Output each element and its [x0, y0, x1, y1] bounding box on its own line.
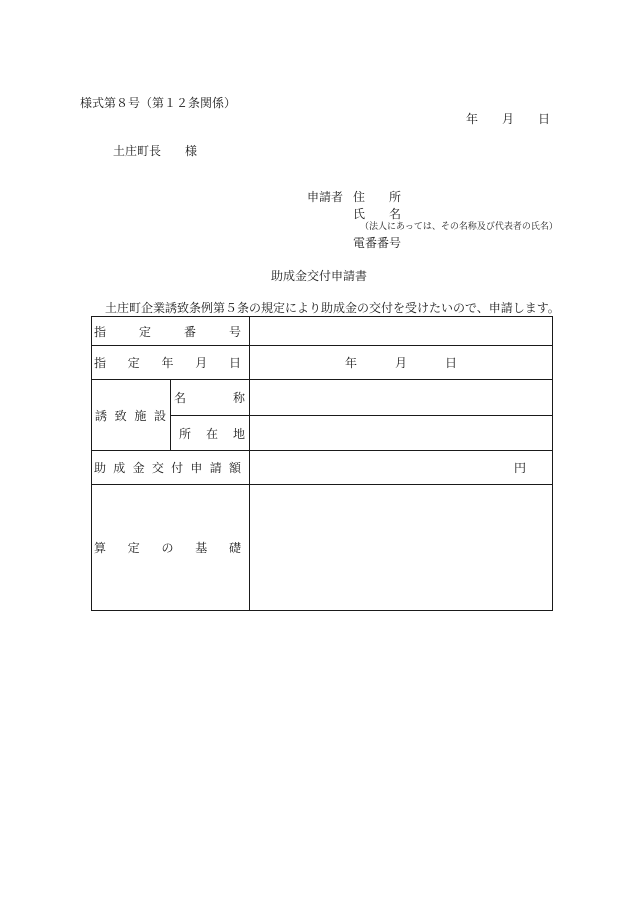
field-designation-date[interactable] — [250, 346, 553, 380]
applicant-name-note: （法人にあっては、その名称及び代表者の氏名） — [360, 222, 558, 232]
addressee-name: 土庄町長 — [113, 144, 162, 158]
label-facility-location — [171, 416, 250, 451]
row-designation-date — [92, 346, 553, 380]
yen-unit: 円 — [513, 461, 526, 475]
row-grant-amount — [92, 451, 553, 485]
application-table — [91, 316, 553, 611]
grant-amount-text: 助 成 金 交 付 申 請 額 — [94, 461, 241, 475]
field-date-day: 日 — [445, 356, 458, 370]
facility-text: 誘 致 施 設 — [95, 408, 166, 423]
row-calculation-basis — [92, 485, 553, 611]
field-designation-number[interactable] — [250, 317, 553, 346]
field-facility-name[interactable] — [250, 380, 553, 416]
label-designation-number — [92, 317, 250, 346]
document-title: 助成金交付申請書 — [271, 269, 368, 283]
addressee — [113, 145, 197, 157]
field-grant-amount[interactable] — [250, 451, 553, 485]
applicant-phone-label: 電番番号 — [353, 236, 402, 250]
label-designation-date — [92, 346, 250, 380]
field-facility-location[interactable] — [250, 416, 553, 451]
designation-date-text: 指 定 年 月 日 — [94, 356, 241, 370]
facility-location-text: 所 在 地 — [179, 426, 245, 441]
label-facility — [92, 380, 171, 451]
row-designation-number — [92, 317, 553, 346]
addressee-honorific: 様 — [185, 144, 198, 158]
applicant-name-label: 氏 名 — [353, 207, 402, 221]
applicant-label: 申請者 — [307, 190, 344, 204]
facility-name-text: 名 称 — [174, 391, 245, 405]
calculation-basis-text: 算 定 の 基 礎 — [94, 541, 241, 555]
date-year-label: 年 — [466, 112, 479, 126]
label-facility-name — [171, 380, 250, 416]
date-line — [466, 113, 550, 125]
row-facility-name — [92, 380, 553, 416]
field-date-month: 月 — [394, 356, 407, 370]
intro-text: 土庄町企業誘致条例第５条の規定により助成金の交付を受けたいので、申請します。 — [105, 301, 560, 315]
designation-number-text: 指 定 番 号 — [94, 324, 241, 339]
applicant-address-label: 住 所 — [353, 190, 402, 204]
label-grant-amount — [92, 451, 250, 485]
label-calculation-basis — [92, 485, 250, 611]
field-date-year: 年 — [344, 356, 357, 370]
field-calculation-basis[interactable] — [250, 485, 553, 611]
date-month-label: 月 — [502, 112, 515, 126]
form-number: 様式第８号（第１２条関係） — [80, 96, 237, 110]
date-day-label: 日 — [538, 112, 551, 126]
